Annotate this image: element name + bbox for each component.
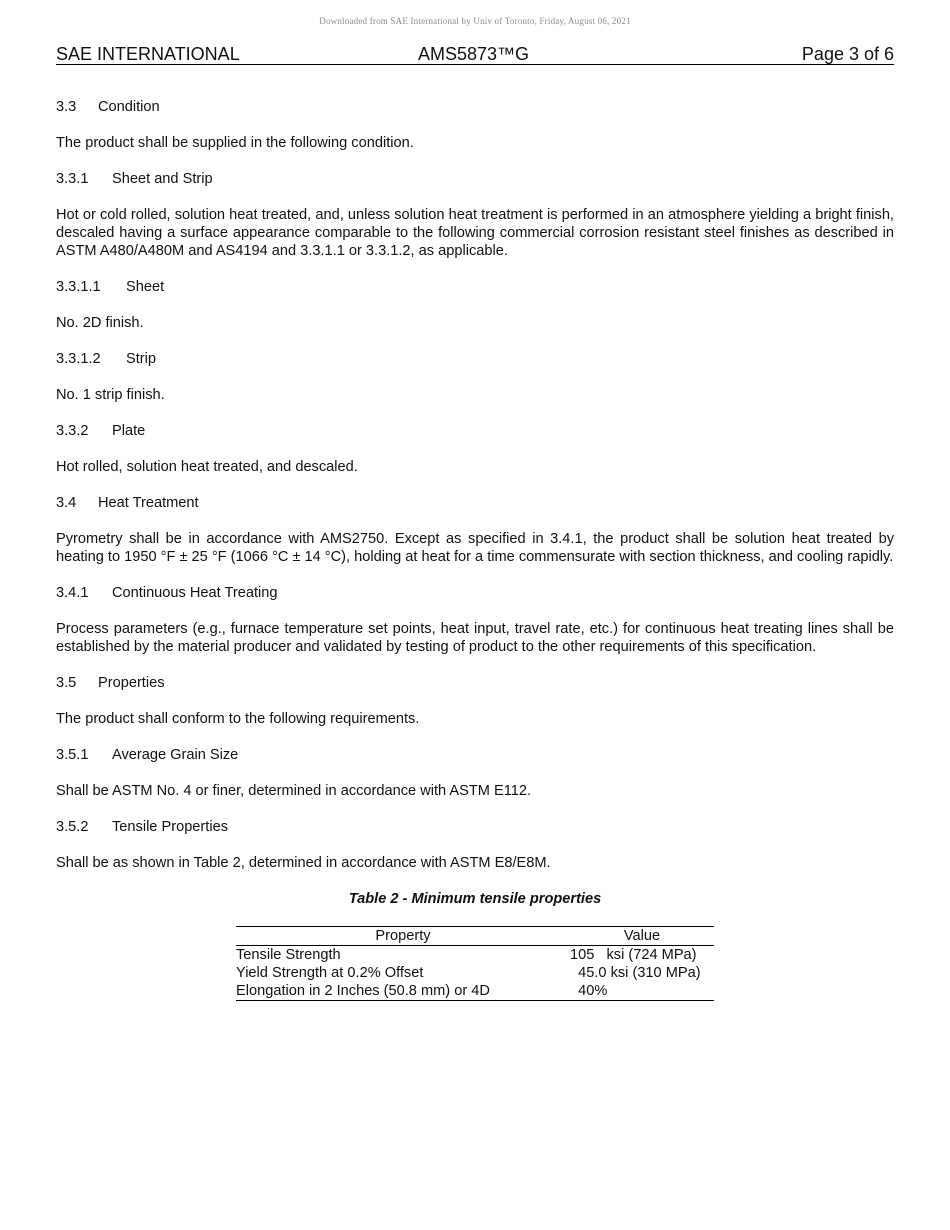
property-cell: Tensile Strength	[236, 947, 341, 963]
section-number: 3.3.1.1	[56, 279, 101, 295]
section-title: Plate	[112, 423, 146, 439]
value-cell: 45.0 ksi (310 MPa)	[570, 965, 701, 981]
section-title: Sheet	[126, 279, 165, 295]
table-row	[236, 964, 714, 982]
section-number: 3.3.1.2	[56, 351, 101, 367]
section-number: 3.5	[56, 675, 77, 691]
tensile-properties-table	[236, 926, 714, 1001]
section-title: Heat Treatment	[98, 495, 199, 511]
header-doc-number: AMS5873™G	[418, 44, 530, 64]
section-3-3-1-text: Hot or cold rolled, solution heat treated, and, unless solution heat treatment is performed in an atmosphere yielding a bright finish, descaled having a surface appearance comparable to the following commercial corrosion resistant steel finishes as described in ASTM A480/A480M and AS4194 and 3.3.1.1 or 3.3.1.2, as applicable.	[56, 207, 894, 259]
section-number: 3.4.1	[56, 585, 89, 601]
section-title: Continuous Heat Treating	[112, 585, 278, 601]
table-row	[236, 982, 714, 1001]
section-3-5-1-heading	[56, 746, 894, 764]
property-cell: Yield Strength at 0.2% Offset	[236, 965, 424, 981]
section-3-3-2-heading	[56, 422, 894, 440]
value-cell: 40%	[570, 982, 714, 1001]
section-number: 3.3.2	[56, 423, 89, 439]
section-number: 3.5.1	[56, 747, 89, 763]
section-number: 3.4	[56, 495, 77, 511]
column-header-property: Property	[236, 927, 570, 946]
section-3-4-heading	[56, 494, 894, 512]
section-3-4-1-text: Process parameters (e.g., furnace temperature set points, heat input, travel rate, etc.) for continuous heat treating lines shall be established by the material producer and validated by testing of product to the other requirements of this specification.	[56, 621, 894, 655]
section-3-3-heading	[56, 98, 894, 116]
table-header-row	[236, 927, 714, 946]
section-3-3-1-2-text: No. 1 strip finish.	[56, 387, 165, 403]
page-header	[56, 44, 894, 65]
section-title: Tensile Properties	[112, 819, 228, 835]
section-number: 3.5.2	[56, 819, 89, 835]
download-banner: Downloaded from SAE International by Univ of Toronto, Friday, August 06, 2021	[319, 16, 631, 26]
section-3-3-text: The product shall be supplied in the following condition.	[56, 135, 414, 151]
document-body	[56, 98, 894, 999]
section-title: Strip	[126, 351, 157, 367]
section-3-5-text: The product shall conform to the following requirements.	[56, 711, 420, 727]
section-3-5-1-text: Shall be ASTM No. 4 or finer, determined in accordance with ASTM E112.	[56, 783, 532, 799]
column-header-value: Value	[570, 927, 714, 946]
section-3-5-2-heading	[56, 818, 894, 836]
table-row	[236, 946, 714, 965]
section-title: Properties	[98, 675, 165, 691]
table-caption: Table 2 - Minimum tensile properties	[348, 891, 602, 907]
section-number: 3.3	[56, 99, 77, 115]
value-cell: 105 ksi (724 MPa)	[570, 947, 697, 963]
section-3-3-1-1-heading	[56, 278, 894, 296]
section-3-4-text: Pyrometry shall be in accordance with AMS2750. Except as specified in 3.4.1, the product shall be solution heat treated by heating to 1950 °F ± 25 °F (1066 °C ± 14 °C), holding at heat for a time commensurate with section thickness, and cooling rapidly.	[56, 531, 894, 565]
section-3-5-2-text: Shall be as shown in Table 2, determined in accordance with ASTM E8/E8M.	[56, 855, 551, 871]
property-cell: Elongation in 2 Inches (50.8 mm) or 4D	[236, 982, 570, 1001]
header-publisher: SAE INTERNATIONAL	[56, 44, 240, 64]
section-3-3-1-heading	[56, 170, 894, 188]
section-3-3-1-2-heading	[56, 350, 894, 368]
section-3-3-2-text: Hot rolled, solution heat treated, and descaled.	[56, 459, 358, 475]
section-title: Average Grain Size	[112, 747, 239, 763]
section-3-4-1-heading	[56, 584, 894, 602]
section-number: 3.3.1	[56, 171, 89, 187]
section-title: Condition	[98, 99, 160, 115]
section-title: Sheet and Strip	[112, 171, 213, 187]
section-3-3-1-1-text: No. 2D finish.	[56, 315, 144, 331]
header-page-number: Page 3 of 6	[801, 44, 894, 64]
section-3-5-heading	[56, 674, 894, 692]
